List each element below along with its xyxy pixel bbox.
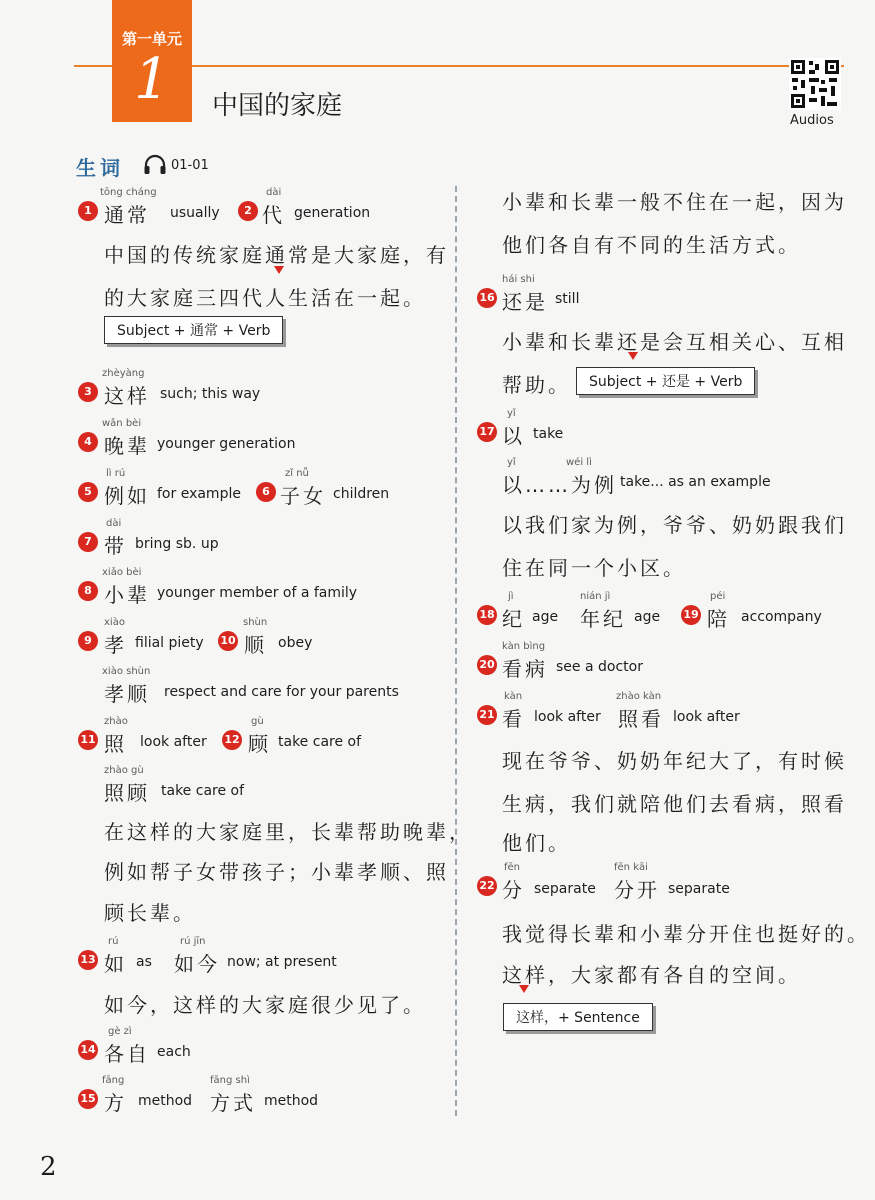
hanzi: 各自 bbox=[104, 1042, 150, 1066]
hanzi: 照 bbox=[104, 732, 127, 756]
english-gloss: younger generation bbox=[157, 436, 296, 452]
example-sentence: 他们各自有不同的生活方式。 bbox=[502, 233, 801, 257]
unit-badge bbox=[112, 0, 192, 122]
entry-number: 8 bbox=[78, 581, 98, 601]
hanzi: 如 bbox=[104, 952, 127, 976]
hanzi: 代 bbox=[262, 203, 285, 227]
grammar-pattern: 这样，+ Sentence bbox=[503, 1003, 653, 1031]
hanzi: 看病 bbox=[502, 657, 548, 681]
english-gloss: younger member of a family bbox=[157, 585, 358, 601]
section-title: 生词 bbox=[76, 156, 124, 180]
hanzi: 照顾 bbox=[104, 781, 150, 805]
english-gloss: generation bbox=[294, 205, 371, 221]
example-sentence: 现在爷爷、奶奶年纪大了，有时候 bbox=[502, 749, 847, 773]
english-gloss: as bbox=[136, 954, 152, 970]
marker-arrow bbox=[519, 985, 529, 993]
page-number: 2 bbox=[40, 1152, 57, 1182]
entry-number: 21 bbox=[477, 705, 497, 725]
entry-number: 2 bbox=[238, 201, 258, 221]
entry-number: 7 bbox=[78, 532, 98, 552]
english-gloss: take care of bbox=[278, 734, 362, 750]
hanzi: 分 bbox=[502, 878, 525, 902]
pinyin: fāng shì bbox=[210, 1075, 250, 1086]
pinyin: xiào bbox=[104, 617, 125, 628]
english-gloss: take... as an example bbox=[620, 474, 771, 490]
example-sentence: 住在同一个小区。 bbox=[502, 556, 686, 580]
entry-number: 13 bbox=[78, 950, 98, 970]
hanzi: 子女 bbox=[280, 484, 326, 508]
english-gloss: usually bbox=[170, 205, 220, 221]
pinyin: zhào bbox=[104, 716, 128, 727]
hanzi: 例如 bbox=[104, 484, 150, 508]
example-sentence: 我觉得长辈和小辈分开住也挺好的。 bbox=[502, 922, 870, 946]
hanzi: 年纪 bbox=[580, 607, 626, 631]
marker-arrow bbox=[628, 352, 638, 360]
grammar-pattern: Subject + 通常 + Verb bbox=[104, 316, 283, 344]
hanzi: 陪 bbox=[707, 607, 730, 631]
english-gloss: method bbox=[264, 1093, 319, 1109]
entry-number: 19 bbox=[681, 605, 701, 625]
english-gloss: obey bbox=[278, 635, 313, 651]
entry-number: 10 bbox=[218, 631, 238, 651]
audios-label: Audios bbox=[790, 113, 834, 128]
hanzi: 小辈 bbox=[104, 583, 150, 607]
english-gloss: take care of bbox=[161, 783, 245, 799]
example-sentence: 例如帮子女带孩子；小辈孝顺、照 bbox=[104, 860, 449, 884]
hanzi: 孝 bbox=[104, 633, 127, 657]
english-gloss: look after bbox=[140, 734, 207, 750]
example-sentence: 以我们家为例，爷爷、奶奶跟我们 bbox=[502, 513, 847, 537]
entry-number: 4 bbox=[78, 432, 98, 452]
example-sentence: 帮助。 bbox=[502, 373, 571, 397]
pinyin: zǐ nǚ bbox=[285, 468, 309, 479]
english-gloss: each bbox=[157, 1044, 191, 1060]
entry-number: 6 bbox=[256, 482, 276, 502]
english-gloss: accompany bbox=[741, 609, 822, 625]
pinyin: fāng bbox=[102, 1075, 125, 1086]
english-gloss: see a doctor bbox=[556, 659, 643, 675]
hanzi: 孝顺 bbox=[104, 682, 150, 706]
hanzi: 还是 bbox=[502, 290, 548, 314]
pinyin: zhào kàn bbox=[616, 691, 662, 702]
pinyin: xiǎo bèi bbox=[102, 567, 142, 578]
example-sentence: 小辈和长辈还是会互相关心、互相 bbox=[502, 330, 847, 354]
pinyin: wǎn bèi bbox=[102, 418, 142, 429]
english-gloss: respect and care for your parents bbox=[164, 684, 399, 700]
hanzi: 带 bbox=[104, 534, 127, 558]
hanzi: 这样 bbox=[104, 384, 150, 408]
entry-number: 16 bbox=[477, 288, 497, 308]
pinyin: yǐ bbox=[507, 457, 516, 468]
pinyin: yǐ bbox=[507, 408, 516, 419]
entry-number: 11 bbox=[78, 730, 98, 750]
pinyin: gè zì bbox=[108, 1026, 132, 1037]
english-gloss: now; at present bbox=[227, 954, 337, 970]
example-sentence: 如今，这样的大家庭很少见了。 bbox=[104, 993, 426, 1017]
pinyin: shùn bbox=[243, 617, 268, 628]
hanzi: 方 bbox=[104, 1091, 127, 1115]
pinyin: zhào gù bbox=[104, 765, 144, 776]
hanzi: 顺 bbox=[244, 633, 267, 657]
pinyin: gù bbox=[251, 716, 264, 727]
english-gloss: method bbox=[138, 1093, 193, 1109]
english-gloss: take bbox=[533, 426, 564, 442]
hanzi: 以……为例 bbox=[502, 473, 617, 497]
english-gloss: children bbox=[333, 486, 390, 502]
entry-number: 18 bbox=[477, 605, 497, 625]
pinyin: fēn kāi bbox=[614, 862, 648, 873]
marker-arrow bbox=[274, 266, 284, 274]
pinyin: dài bbox=[266, 187, 282, 198]
pinyin: jì bbox=[508, 591, 514, 602]
audio-track-code: 01-01 bbox=[171, 158, 209, 173]
entry-number: 15 bbox=[78, 1089, 98, 1109]
example-sentence: 在这样的大家庭里，长辈帮助晚辈， bbox=[104, 820, 472, 844]
english-gloss: still bbox=[555, 291, 580, 307]
pinyin: tōng cháng bbox=[100, 187, 157, 198]
hanzi: 照看 bbox=[618, 707, 664, 731]
pinyin: xiào shùn bbox=[102, 666, 151, 677]
example-sentence: 他们。 bbox=[502, 831, 571, 855]
english-gloss: separate bbox=[534, 881, 596, 897]
entry-number: 20 bbox=[477, 655, 497, 675]
hanzi: 晚辈 bbox=[104, 434, 150, 458]
pinyin: hái shi bbox=[502, 274, 535, 285]
english-gloss: for example bbox=[157, 486, 241, 502]
headphones-icon[interactable] bbox=[143, 154, 167, 176]
pinyin: fēn bbox=[504, 862, 521, 873]
grammar-pattern: Subject + 还是 + Verb bbox=[576, 367, 755, 395]
entry-number: 3 bbox=[78, 382, 98, 402]
pinyin: kàn bbox=[504, 691, 523, 702]
hanzi: 顾 bbox=[248, 732, 271, 756]
pinyin: zhèyàng bbox=[102, 368, 145, 379]
english-gloss: age bbox=[634, 609, 661, 625]
hanzi: 以 bbox=[502, 424, 525, 448]
entry-number: 9 bbox=[78, 631, 98, 651]
english-gloss: age bbox=[532, 609, 559, 625]
hanzi: 通常 bbox=[104, 203, 150, 227]
english-gloss: filial piety bbox=[135, 635, 204, 651]
english-gloss: such; this way bbox=[160, 386, 261, 402]
entry-number: 22 bbox=[477, 876, 497, 896]
example-sentence: 中国的传统家庭通常是大家庭，有 bbox=[104, 243, 449, 267]
pinyin: lì rú bbox=[106, 468, 126, 479]
pinyin: nián jì bbox=[580, 591, 611, 602]
entry-number: 5 bbox=[78, 482, 98, 502]
english-gloss: bring sb. up bbox=[135, 536, 219, 552]
hanzi: 如今 bbox=[174, 952, 220, 976]
english-gloss: separate bbox=[668, 881, 730, 897]
hanzi: 分开 bbox=[614, 878, 660, 902]
pinyin: wéi lì bbox=[566, 457, 592, 468]
unit-label: 第一单元 bbox=[121, 30, 182, 48]
entry-number: 12 bbox=[222, 730, 242, 750]
english-gloss: look after bbox=[673, 709, 740, 725]
entry-number: 1 bbox=[78, 201, 98, 221]
hanzi: 看 bbox=[502, 707, 525, 731]
pinyin: rú jīn bbox=[180, 936, 206, 947]
example-sentence: 小辈和长辈一般不住在一起，因为 bbox=[502, 190, 847, 214]
example-sentence: 这样，大家都有各自的空间。 bbox=[502, 963, 801, 987]
pinyin: rú bbox=[108, 936, 119, 947]
pinyin: péi bbox=[710, 591, 726, 602]
lesson-title: 中国的家庭 bbox=[212, 91, 343, 121]
unit-number: 1 bbox=[134, 47, 170, 112]
english-gloss: look after bbox=[534, 709, 601, 725]
example-sentence: 的大家庭三四代人生活在一起。 bbox=[104, 286, 426, 310]
example-sentence: 生病，我们就陪他们去看病，照看 bbox=[502, 792, 847, 816]
pinyin: dài bbox=[106, 518, 122, 529]
example-sentence: 顾长辈。 bbox=[104, 901, 196, 925]
column-divider bbox=[455, 186, 457, 1116]
qr-code-icon[interactable] bbox=[789, 58, 841, 110]
entry-number: 14 bbox=[78, 1040, 98, 1060]
hanzi: 方式 bbox=[210, 1091, 256, 1115]
hanzi: 纪 bbox=[502, 607, 525, 631]
entry-number: 17 bbox=[477, 422, 497, 442]
pinyin: kàn bìng bbox=[502, 641, 546, 652]
